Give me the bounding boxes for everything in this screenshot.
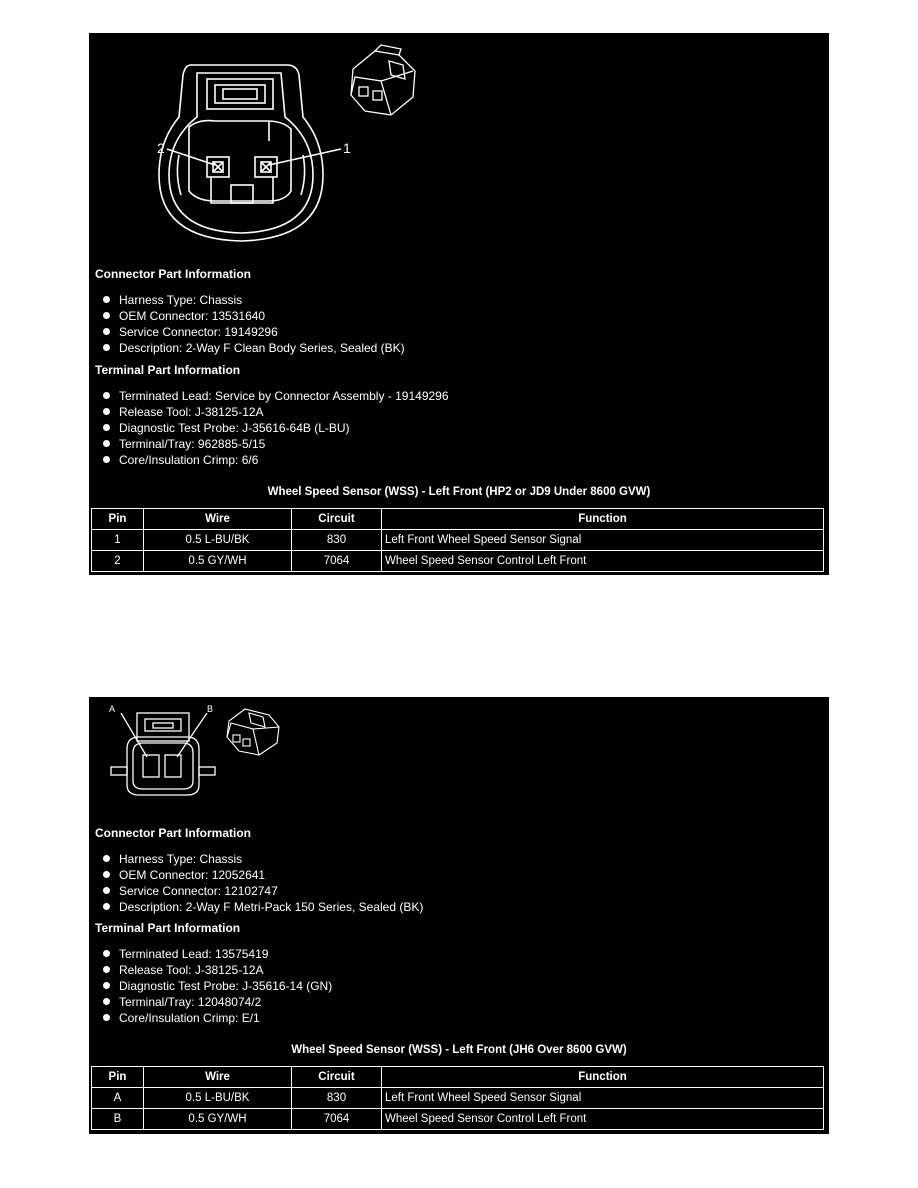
cell-function: Left Front Wheel Speed Sensor Signal [382, 1088, 824, 1109]
bullet-icon [103, 328, 110, 335]
connector-info-list [103, 851, 423, 915]
cell-circuit: 7064 [292, 1109, 382, 1130]
pin-label-b: B [207, 704, 214, 714]
bullet-icon [103, 424, 110, 431]
list-item: Release Tool: J-38125-12A [103, 404, 449, 420]
pinout-table [91, 508, 824, 572]
list-item: Harness Type: Chassis [103, 851, 423, 867]
pin-label-a: A [109, 704, 116, 714]
list-item: Terminated Lead: Service by Connector Assembly - 19149296 [103, 388, 449, 404]
connector-info-heading: Connector Part Information [95, 267, 252, 281]
terminal-info-list [103, 388, 449, 468]
bullet-icon [103, 982, 110, 989]
cell-pin: B [92, 1109, 144, 1130]
connector-face-diagram-1 [119, 43, 449, 258]
list-item: Service Connector: 12102747 [103, 883, 423, 899]
table-header-row [92, 1067, 824, 1088]
cell-function: Left Front Wheel Speed Sensor Signal [382, 530, 824, 551]
cell-circuit: 7064 [292, 551, 382, 572]
cell-pin: 2 [92, 551, 144, 572]
bullet-icon [103, 871, 110, 878]
bullet-icon [103, 440, 110, 447]
list-item: Core/Insulation Crimp: E/1 [103, 1010, 332, 1026]
terminal-info-heading: Terminal Part Information [95, 921, 241, 935]
list-item: Terminal/Tray: 962885-5/15 [103, 436, 449, 452]
bullet-icon [103, 903, 110, 910]
list-item: Diagnostic Test Probe: J-35616-64B (L-BU) [103, 420, 449, 436]
terminal-info-list [103, 946, 332, 1026]
bullet-icon [103, 296, 110, 303]
table-row [92, 551, 824, 572]
col-header-function: Function [382, 1067, 824, 1088]
col-header-function: Function [382, 509, 824, 530]
pinout-table-title: Wheel Speed Sensor (WSS) - Left Front (JH6 Over 8600 GVW) [291, 1044, 627, 1056]
col-header-pin: Pin [92, 509, 144, 530]
cell-wire: 0.5 L-BU/BK [144, 1088, 292, 1109]
list-item: Terminal/Tray: 12048074/2 [103, 994, 332, 1010]
list-item: Harness Type: Chassis [103, 292, 405, 308]
pin-label-2: 2 [157, 140, 165, 156]
bullet-icon [103, 855, 110, 862]
col-header-wire: Wire [144, 509, 292, 530]
list-item: Diagnostic Test Probe: J-35616-14 (GN) [103, 978, 332, 994]
bullet-icon [103, 950, 110, 957]
pinout-table [91, 1066, 824, 1130]
list-item: OEM Connector: 13531640 [103, 308, 405, 324]
col-header-circuit: Circuit [292, 509, 382, 530]
col-header-pin: Pin [92, 1067, 144, 1088]
connector-face-diagram-2 [103, 701, 283, 799]
terminal-info-heading: Terminal Part Information [95, 363, 241, 377]
bullet-icon [103, 456, 110, 463]
connector-panel-1 [89, 33, 829, 575]
cell-circuit: 830 [292, 530, 382, 551]
bullet-icon [103, 887, 110, 894]
table-row [92, 1088, 824, 1109]
cell-wire: 0.5 GY/WH [144, 1109, 292, 1130]
cell-function: Wheel Speed Sensor Control Left Front [382, 551, 824, 572]
bullet-icon [103, 392, 110, 399]
connector-info-heading: Connector Part Information [95, 826, 252, 840]
bullet-icon [103, 1014, 110, 1021]
list-item: Terminated Lead: 13575419 [103, 946, 332, 962]
col-header-circuit: Circuit [292, 1067, 382, 1088]
list-item: Service Connector: 19149296 [103, 324, 405, 340]
cell-pin: A [92, 1088, 144, 1109]
list-item: Core/Insulation Crimp: 6/6 [103, 452, 449, 468]
cell-function: Wheel Speed Sensor Control Left Front [382, 1109, 824, 1130]
bullet-icon [103, 966, 110, 973]
cell-circuit: 830 [292, 1088, 382, 1109]
bullet-icon [103, 408, 110, 415]
cell-wire: 0.5 L-BU/BK [144, 530, 292, 551]
connector-panel-2 [89, 697, 829, 1134]
list-item: Description: 2-Way F Metri-Pack 150 Series, Sealed (BK) [103, 899, 423, 915]
cell-wire: 0.5 GY/WH [144, 551, 292, 572]
bullet-icon [103, 344, 110, 351]
list-item: Description: 2-Way F Clean Body Series, Sealed (BK) [103, 340, 405, 356]
table-header-row [92, 509, 824, 530]
list-item: Release Tool: J-38125-12A [103, 962, 332, 978]
bullet-icon [103, 312, 110, 319]
table-row [92, 530, 824, 551]
pinout-table-title: Wheel Speed Sensor (WSS) - Left Front (HP2 or JD9 Under 8600 GVW) [267, 486, 651, 498]
col-header-wire: Wire [144, 1067, 292, 1088]
connector-info-list [103, 292, 405, 356]
cell-pin: 1 [92, 530, 144, 551]
bullet-icon [103, 998, 110, 1005]
list-item: OEM Connector: 12052641 [103, 867, 423, 883]
table-row [92, 1109, 824, 1130]
pin-label-1: 1 [343, 140, 351, 156]
